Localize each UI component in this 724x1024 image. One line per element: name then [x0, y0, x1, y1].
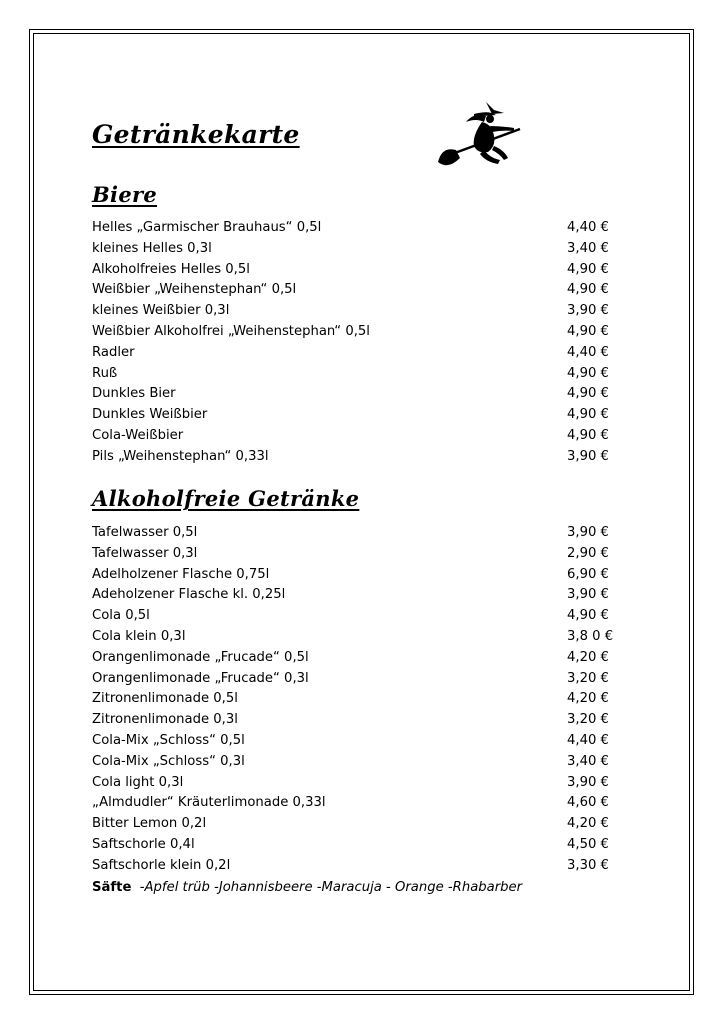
item-price: 3,30 €: [567, 857, 609, 873]
menu-item: [92, 752, 616, 773]
menu-item: [92, 364, 616, 385]
menu-item: [92, 405, 616, 426]
menu-item: [92, 627, 616, 648]
item-name: Adelholzener Flasche 0,75l: [92, 566, 270, 582]
item-price: 4,90 €: [567, 261, 609, 277]
item-price: 4,50 €: [567, 836, 609, 852]
item-name: Saftschorle klein 0,2l: [92, 857, 231, 873]
item-price: 4,90 €: [567, 608, 609, 624]
item-name: Dunkles Weißbier: [92, 407, 208, 423]
item-name: Cola-Mix „Schloss“ 0,5l: [92, 732, 245, 748]
menu-item: [92, 814, 616, 835]
item-name: kleines Weißbier 0,3l: [92, 303, 230, 319]
menu-item: [92, 648, 616, 669]
item-price: 4,90 €: [567, 282, 609, 298]
item-name: Cola klein 0,3l: [92, 628, 186, 644]
item-name: Orangenlimonade „Frucade“ 0,3l: [92, 670, 309, 686]
menu-item: [92, 710, 616, 731]
menu-item: [92, 565, 616, 586]
item-name: Dunkles Bier: [92, 386, 176, 402]
menu-item: [92, 731, 616, 752]
item-price: 4,90 €: [567, 407, 609, 423]
menu-item: [92, 523, 616, 544]
item-price: 3,90 €: [567, 774, 609, 790]
juices-line: [92, 878, 522, 898]
item-name: Helles „Garmischer Brauhaus“ 0,5l: [92, 220, 322, 235]
menu-item: [92, 669, 616, 690]
item-price: 4,20 €: [567, 649, 609, 665]
item-price: 3,90 €: [567, 587, 609, 603]
item-price: 6,90 €: [567, 566, 609, 582]
item-price: 3,40 €: [567, 753, 609, 769]
menu-item: [92, 426, 616, 447]
item-name: Adeholzener Flasche kl. 0,25l: [92, 587, 286, 603]
item-name: Orangenlimonade „Frucade“ 0,5l: [92, 649, 309, 665]
menu-item: [92, 585, 616, 606]
item-name: Pils „Weihenstephan“ 0,33l: [92, 448, 269, 464]
item-name: Weißbier Alkoholfrei „Weihenstephan“ 0,5l: [92, 323, 370, 339]
menu-item: [92, 835, 616, 856]
item-price: 4,40 €: [567, 344, 609, 360]
item-name: Cola 0,5l: [92, 608, 150, 624]
section-heading-biere: Biere: [92, 182, 158, 207]
item-price: 3,90 €: [567, 525, 609, 540]
juices-label: Säfte: [92, 880, 132, 895]
menu-item: [92, 447, 616, 468]
item-name: kleines Helles 0,3l: [92, 240, 212, 256]
item-price: 4,90 €: [567, 427, 609, 443]
item-name: Cola-Weißbier: [92, 427, 184, 443]
menu-item: [92, 384, 616, 405]
item-name: Cola-Mix „Schloss“ 0,3l: [92, 753, 245, 769]
item-price: 4,90 €: [567, 386, 609, 402]
item-price: 4,60 €: [567, 795, 609, 811]
page-title: Getränkekarte: [92, 120, 300, 149]
menu-item: [92, 239, 616, 260]
menu-item: [92, 301, 616, 322]
beer-list: [92, 218, 616, 468]
menu-item: [92, 689, 616, 710]
item-price: 4,20 €: [567, 691, 609, 707]
menu-item: [92, 606, 616, 627]
item-price: 3,8 0 €: [567, 628, 614, 644]
menu-item: [92, 793, 616, 814]
menu-item: [92, 218, 616, 239]
section-heading-alkoholfreie-getraenke: Alkoholfreie Getränke: [92, 486, 360, 511]
item-name: Zitronenlimonade 0,3l: [92, 712, 238, 728]
item-price: 4,90 €: [567, 365, 609, 381]
item-price: 3,90 €: [567, 448, 609, 464]
item-name: Cola light 0,3l: [92, 774, 184, 790]
item-price: 3,20 €: [567, 670, 609, 686]
menu-item: [92, 260, 616, 281]
menu-item: [92, 280, 616, 301]
item-name: „Almdudler“ Kräuterlimonade 0,33l: [92, 795, 326, 811]
item-name: Zitronenlimonade 0,5l: [92, 691, 238, 707]
witch-on-broom-icon: [434, 96, 524, 186]
item-name: Bitter Lemon 0,2l: [92, 816, 207, 832]
menu-item: [92, 773, 616, 794]
item-price: 3,90 €: [567, 303, 609, 319]
item-price: 4,40 €: [567, 732, 609, 748]
item-price: 4,20 €: [567, 816, 609, 832]
juices-options: -Apfel trüb -Johannisbeere -Maracuja - Orange -Rhabarber: [139, 880, 523, 895]
soft-drinks-list: [92, 523, 616, 877]
item-price: 4,90 €: [567, 323, 609, 339]
item-price: 3,20 €: [567, 712, 609, 728]
item-name: Tafelwasser 0,5l: [92, 525, 198, 540]
menu-item: [92, 544, 616, 565]
menu-item: [92, 322, 616, 343]
item-name: Radler: [92, 344, 135, 360]
item-name: Weißbier „Weihenstephan“ 0,5l: [92, 282, 297, 298]
item-name: Saftschorle 0,4l: [92, 836, 195, 852]
item-price: 2,90 €: [567, 545, 609, 561]
menu-item: [92, 343, 616, 364]
item-name: Ruß: [92, 365, 118, 381]
item-price: 3,40 €: [567, 240, 609, 256]
menu-item: [92, 856, 616, 877]
item-name: Tafelwasser 0,3l: [92, 545, 198, 561]
item-price: 4,40 €: [567, 220, 609, 235]
item-name: Alkoholfreies Helles 0,5l: [92, 261, 250, 277]
